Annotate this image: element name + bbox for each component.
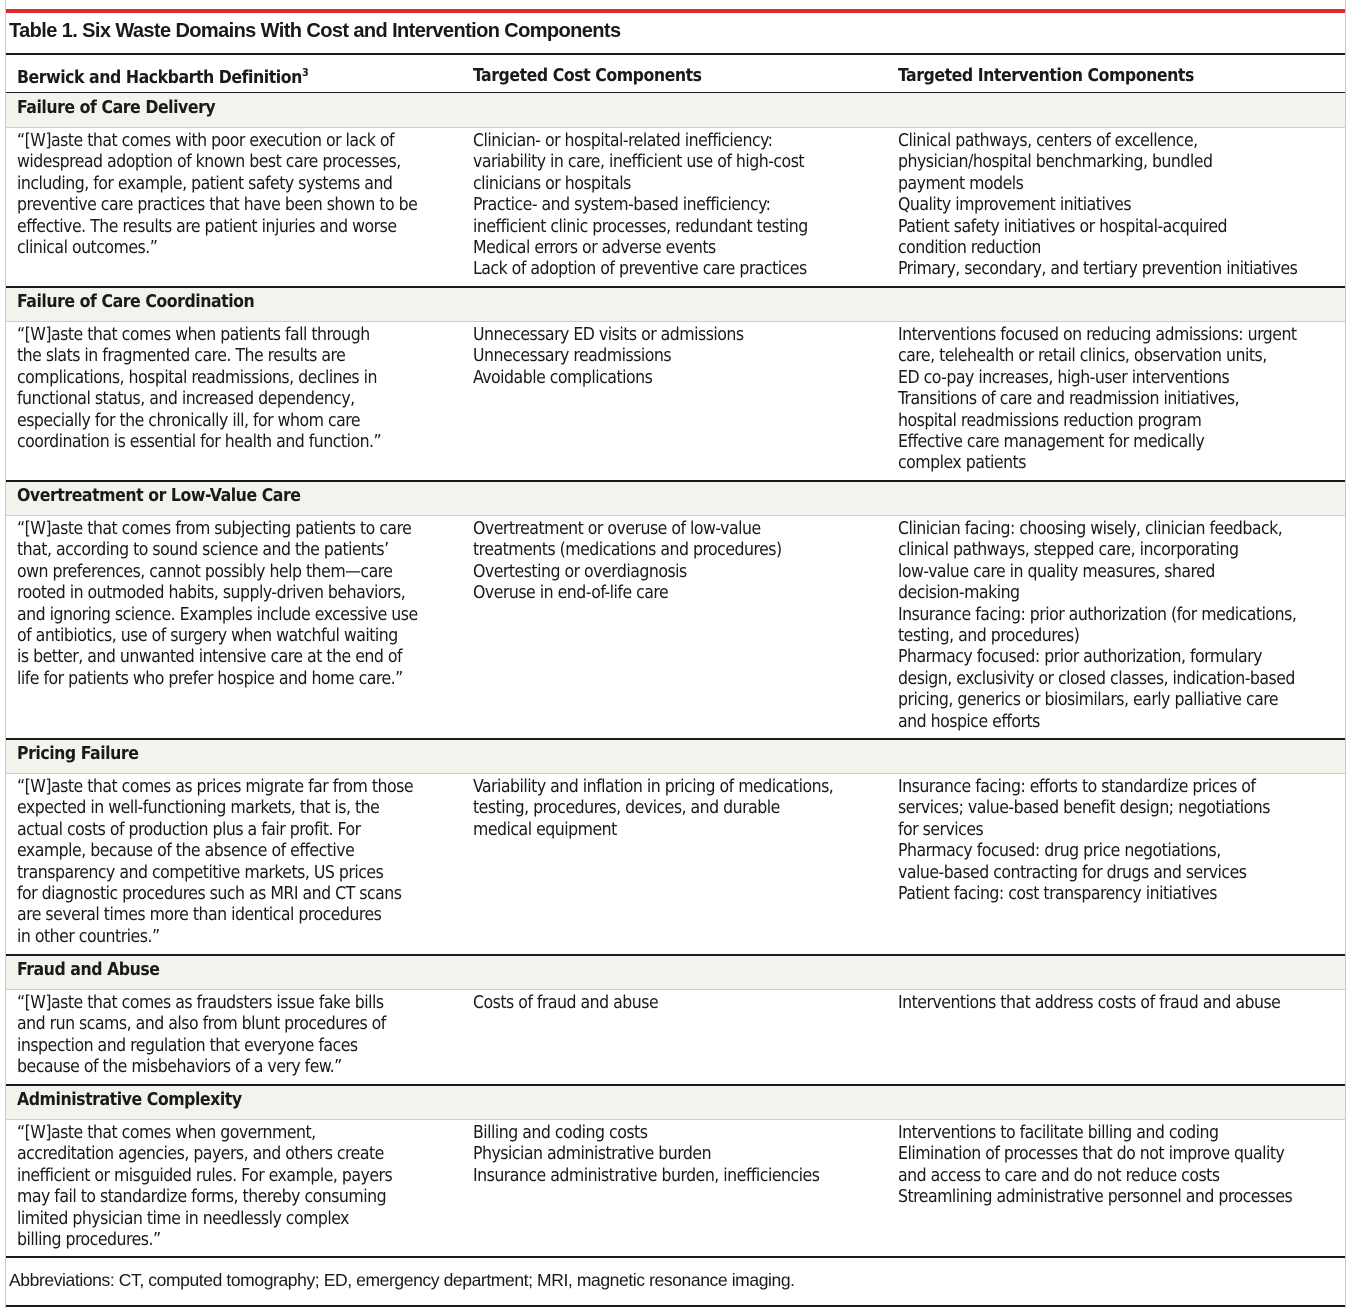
cell-text-line: transparency and competitive markets, US prices (17, 862, 384, 883)
footnote-abbreviations: Abbreviations: CT, computed tomography; ED, emergency department; MRI, magnetic resonance imaging. (9, 1270, 795, 1290)
title-accent-rule (6, 9, 1345, 13)
domain-row-band (6, 955, 1345, 990)
cell-text-line: low-value care in quality measures, shared (898, 561, 1215, 582)
cell-text-line: Variability and inflation in pricing of medications, (473, 777, 834, 797)
cell-text-line: billing procedures.” (17, 1230, 161, 1251)
cell-text-line: functional status, and increased dependency, (17, 389, 355, 410)
table-title: Table 1. Six Waste Domains With Cost and Intervention Components (9, 20, 621, 42)
domain-heading: Administrative Complexity (17, 1090, 242, 1110)
cell-text-line: Quality improvement initiatives (898, 195, 1132, 216)
cell-text-line: physician/hospital benchmarking, bundled (898, 152, 1213, 173)
cell-text-line: that, according to sound science and the patients’ (17, 540, 389, 561)
cell-text-line: Patient facing: cost transparency initiatives (898, 884, 1217, 905)
definition-cell (17, 993, 457, 1079)
cell-text-line: inefficient or misguided rules. For example, payers (17, 1165, 393, 1186)
cell-text-line: services; value-based benefit design; negotiations (898, 798, 1270, 819)
footnote-bottom-rule (6, 1305, 1345, 1307)
row-divider (6, 954, 1345, 956)
cell-text-line: Billing and coding costs (473, 1123, 648, 1143)
domain-row-band (6, 739, 1345, 774)
cell-text-line: accreditation agencies, payers, and others create (17, 1144, 384, 1165)
domain-heading: Failure of Care Delivery (17, 98, 216, 118)
cell-text-line: in other countries.” (17, 926, 160, 947)
cell-text-line: Insurance facing: efforts to standardize prices of (898, 777, 1256, 797)
cell-text-line: variability in care, inefficient use of high-cost (473, 152, 805, 173)
cell-text-line: including, for example, patient safety systems and (17, 173, 393, 194)
row-divider (6, 738, 1345, 740)
cell-text-line: preventive care practices that have been shown to be (17, 195, 418, 216)
cell-text-line: is better, and unwanted intensive care at the end of (17, 647, 403, 668)
cost-components-cell (473, 519, 888, 605)
cell-text-line: “[W]aste that comes as prices migrate far from those (17, 777, 414, 797)
cell-text-line: of antibiotics, use of surgery when watchful waiting (17, 626, 398, 647)
cell-text-line: Unnecessary readmissions (473, 346, 672, 367)
cell-text-line: Transitions of care and readmission initiatives, (898, 389, 1240, 410)
cell-text-line: “[W]aste that comes as fraudsters issue fake bills (17, 993, 384, 1013)
cost-components-cell (473, 131, 888, 281)
intervention-components-cell (898, 325, 1344, 475)
cost-components-cell (473, 325, 888, 389)
cost-components-cell (473, 777, 888, 841)
cell-text-line: limited physician time in needlessly complex (17, 1208, 349, 1229)
cell-text-line: Overtesting or overdiagnosis (473, 561, 687, 582)
cell-text-line: Avoidable complications (473, 367, 653, 388)
cell-text-line: Overtreatment or overuse of low-value (473, 519, 761, 539)
domain-heading: Pricing Failure (17, 744, 139, 764)
cell-text-line: Pharmacy focused: drug price negotiations, (898, 841, 1221, 862)
cell-text-line: testing, procedures, devices, and durable (473, 798, 780, 819)
intervention-components-cell (898, 1123, 1344, 1209)
cell-text-line: inefficient clinic processes, redundant testing (473, 216, 808, 237)
cell-text-line: “[W]aste that comes when patients fall through (17, 325, 370, 345)
cell-text-line: expected in well-functioning markets, that is, the (17, 798, 380, 819)
cell-text-line: clinicians or hospitals (473, 173, 631, 194)
cell-text-line: because of the misbehaviors of a very few.” (17, 1057, 342, 1078)
cell-text-line: complications, hospital readmissions, declines in (17, 367, 377, 388)
cell-text-line: example, because of the absence of effective (17, 841, 355, 862)
intervention-components-cell (898, 131, 1344, 281)
cell-text-line: rooted in outmoded habits, supply-driven behaviors, (17, 583, 406, 604)
cell-text-line: Insurance administrative burden, inefficiencies (473, 1165, 820, 1186)
definition-cell (17, 131, 457, 259)
cell-text-line: treatments (medications and procedures) (473, 540, 782, 561)
cell-text-line: Clinical pathways, centers of excellence, (898, 131, 1198, 151)
header-top-rule (6, 53, 1345, 55)
column-header-intervention: Targeted Intervention Components (898, 66, 1194, 86)
domain-heading: Fraud and Abuse (17, 960, 160, 980)
cell-text-line: effective. The results are patient injuries and worse (17, 216, 397, 237)
cell-text-line: widespread adoption of known best care processes, (17, 152, 401, 173)
cell-text-line: decision-making (898, 583, 1020, 604)
cell-text-line: “[W]aste that comes with poor execution or lack of (17, 131, 395, 151)
domain-heading: Failure of Care Coordination (17, 292, 255, 312)
cell-text-line: Interventions to facilitate billing and coding (898, 1123, 1219, 1143)
cell-text-line: and hospice efforts (898, 711, 1040, 732)
row-divider (6, 286, 1345, 288)
cell-text-line: value-based contracting for drugs and services (898, 862, 1247, 883)
cell-text-line: the slats in fragmented care. The results are (17, 346, 346, 367)
cell-text-line: life for patients who prefer hospice and home care.” (17, 668, 403, 689)
cell-text-line: testing, and procedures) (898, 626, 1080, 647)
cell-text-line: may fail to standardize forms, thereby consuming (17, 1187, 387, 1208)
cell-text-line: clinical pathways, stepped care, incorporating (898, 540, 1239, 561)
domain-heading: Overtreatment or Low-Value Care (17, 486, 301, 506)
cell-text-line: ED co-pay increases, high-user interventions (898, 367, 1230, 388)
cell-text-line: Overuse in end-of-life care (473, 583, 669, 604)
cell-text-line: pricing, generics or biosimilars, early palliative care (898, 690, 1279, 711)
cell-text-line: Insurance facing: prior authorization (for medications, (898, 604, 1297, 625)
cell-text-line: hospital readmissions reduction program (898, 410, 1202, 431)
cell-text-line: design, exclusivity or closed classes, indication-based (898, 668, 1295, 689)
definition-cell (17, 1123, 457, 1251)
cell-text-line: care, telehealth or retail clinics, observation units, (898, 346, 1267, 367)
cell-text-line: for diagnostic procedures such as MRI and CT scans (17, 884, 402, 905)
cell-text-line: Costs of fraud and abuse (473, 993, 659, 1013)
definition-cell (17, 777, 457, 948)
column-header-cost: Targeted Cost Components (473, 66, 702, 86)
intervention-components-cell (898, 519, 1344, 733)
cell-text-line: Physician administrative burden (473, 1144, 712, 1165)
cell-text-line: Effective care management for medically (898, 432, 1205, 453)
intervention-components-cell (898, 993, 1344, 1014)
table-frame (5, 0, 1346, 1308)
cell-text-line: Primary, secondary, and tertiary prevention initiatives (898, 259, 1298, 280)
cost-components-cell (473, 993, 888, 1014)
cell-text-line: coordination is essential for health and function.” (17, 432, 382, 453)
cell-text-line: inspection and regulation that everyone faces (17, 1035, 358, 1056)
cell-text-line: and ignoring science. Examples include excessive use (17, 604, 418, 625)
cell-text-line: Practice- and system-based inefficiency: (473, 195, 771, 216)
cell-text-line: Elimination of processes that do not improve quality (898, 1144, 1285, 1165)
row-divider (6, 1084, 1345, 1086)
cell-text-line: condition reduction (898, 238, 1041, 259)
cell-text-line: “[W]aste that comes when government, (17, 1123, 316, 1143)
cell-text-line: for services (898, 819, 984, 840)
cell-text-line: Interventions that address costs of fraud and abuse (898, 993, 1281, 1013)
cell-text-line: Patient safety initiatives or hospital-acquired (898, 216, 1228, 237)
cell-text-line: Lack of adoption of preventive care practices (473, 259, 807, 280)
cell-text-line: Unnecessary ED visits or admissions (473, 325, 744, 345)
cell-text-line: Interventions focused on reducing admissions: urgent (898, 325, 1297, 345)
intervention-components-cell (898, 777, 1344, 905)
cell-text-line: “[W]aste that comes from subjecting patients to care (17, 519, 412, 539)
cell-text-line: are several times more than identical procedures (17, 905, 382, 926)
cell-text-line: payment models (898, 173, 1024, 194)
column-header-definition: Berwick and Hackbarth Definition$^3$ (17, 66, 309, 88)
cell-text-line: Clinician facing: choosing wisely, clinician feedback, (898, 519, 1283, 539)
cell-text-line: Pharmacy focused: prior authorization, formulary (898, 647, 1262, 668)
definition-cell (17, 325, 457, 453)
cell-text-line: Streamlining administrative personnel and processes (898, 1187, 1293, 1208)
cell-text-line: clinical outcomes.” (17, 238, 158, 259)
cell-text-line: actual costs of production plus a fair profit. For (17, 819, 361, 840)
row-divider (6, 480, 1345, 482)
cell-text-line: Medical errors or adverse events (473, 238, 716, 259)
cell-text-line: medical equipment (473, 819, 617, 840)
cost-components-cell (473, 1123, 888, 1187)
cell-text-line: own preferences, cannot possibly help them—care (17, 561, 393, 582)
cell-text-line: and run scams, and also from blunt procedures of (17, 1014, 386, 1035)
definition-cell (17, 519, 457, 690)
cell-text-line: especially for the chronically ill, for whom care (17, 410, 361, 431)
cell-text-line: complex patients (898, 453, 1026, 474)
cell-text-line: Clinician- or hospital-related inefficiency: (473, 131, 773, 151)
cell-text-line: and access to care and do not reduce costs (898, 1165, 1220, 1186)
